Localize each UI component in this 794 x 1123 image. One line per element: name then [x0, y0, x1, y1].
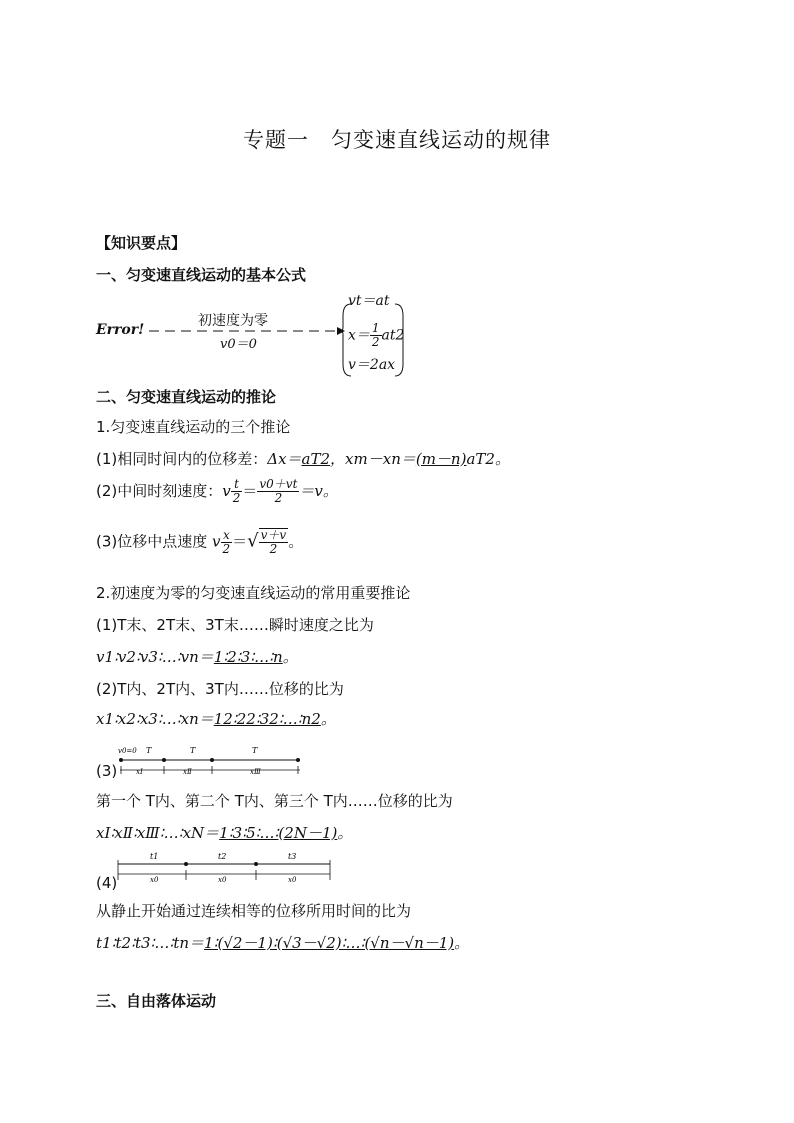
diag4-t3-label: t3: [288, 852, 297, 861]
knowledge-heading: 【知识要点】: [96, 234, 187, 252]
result-1-ratio: [96, 646, 298, 667]
inference-1-label: (1)相同时间内的位移差：: [96, 450, 268, 468]
formula-v2: v＝2ax: [348, 357, 396, 373]
diag3-x2-label: xⅡ: [183, 768, 192, 776]
inference-1-a: Δx＝: [267, 450, 302, 468]
diag4-t2-label: t2: [218, 852, 227, 861]
inference-3-num: v＋v: [260, 528, 287, 542]
inference-2-end: ＝v。: [299, 482, 338, 501]
diag3-T-label-3: T: [252, 746, 258, 755]
diag4-x0-label-1: x0: [150, 876, 159, 884]
result-2-ratio: [96, 708, 336, 729]
formula-x-right: at2: [381, 327, 405, 344]
inference-3-2: 2: [222, 541, 231, 556]
formula-x-num: 1: [371, 321, 380, 335]
inference-3-den: 2: [269, 542, 278, 557]
inference-2-t: t: [231, 478, 243, 492]
error-text: Error!: [96, 322, 145, 338]
formula-x: [348, 322, 404, 349]
condition-top: 初速度为零: [198, 313, 268, 329]
section2-sub2: 2.初速度为零的匀变速直线运动的常用重要推论: [96, 584, 411, 602]
result-3-ratio: [96, 822, 352, 843]
section2-sub1: 1.匀变速直线运动的三个推论: [96, 418, 291, 436]
diag3-T-label-2: T: [190, 746, 196, 755]
diag4-t1-label: t1: [150, 852, 159, 861]
result-1-ratio-a: v1∶v2∶v3∶…∶vn＝: [96, 648, 214, 666]
result-4-ratio: [96, 932, 469, 953]
diag4-x0-label-2: x0: [218, 876, 227, 884]
inference-3-x: x: [221, 529, 233, 543]
diag3-v0-label: v0=0: [118, 747, 137, 755]
diag4-x0-label-3: x0: [288, 876, 297, 884]
result-2: (2)T内、2T内、3T内……位移的比为: [96, 680, 344, 698]
result-2-ratio-a: x1∶x2∶x3∶…∶xn＝: [96, 710, 214, 728]
inference-2: [96, 478, 338, 505]
inference-3: [96, 528, 303, 556]
inference-3-v: v: [212, 532, 221, 551]
inference-2-label: (2)中间时刻速度：: [96, 482, 223, 501]
condition-bottom: v0＝0: [220, 337, 257, 352]
inference-1-e: aT2。: [466, 450, 510, 468]
equal-displacement-diagram: [116, 850, 336, 886]
inference-2-eq: ＝: [242, 482, 258, 501]
inference-3-eq: ＝: [232, 532, 248, 551]
result-1-ratio-c: 。: [282, 648, 298, 666]
page-title: 专题一 匀变速直线运动的规律: [243, 128, 551, 152]
inference-3-end: 。: [288, 532, 304, 551]
result-2-ratio-c: 。: [320, 710, 336, 728]
result-3-label: (3): [96, 762, 118, 780]
result-4-ratio-a: t1∶t2∶t3∶…∶tn＝: [96, 934, 205, 952]
section3-heading: 三、自由落体运动: [96, 992, 217, 1010]
result-3: 第一个 T内、第二个 T内、第三个 T内……位移的比为: [96, 792, 453, 810]
result-2-ratio-b: 12∶22∶32∶…∶n2: [213, 710, 321, 728]
inference-1-d: (m－n): [415, 450, 467, 468]
result-3-ratio-a: xⅠ∶xⅡ∶xⅢ∶…∶xN＝: [96, 824, 220, 842]
formula-x-left: x＝: [348, 327, 370, 344]
result-3-ratio-b: 1∶3∶5∶…∶(2N－1): [219, 824, 338, 842]
section2-heading: 二、匀变速直线运动的推论: [96, 388, 277, 406]
inference-2-2: 2: [232, 491, 241, 506]
result-1-ratio-b: 1∶2∶3∶…∶n: [213, 648, 283, 666]
diag3-x1-label: xⅠ: [136, 768, 143, 776]
formula-vt: vt＝at: [348, 293, 390, 309]
result-3-ratio-c: 。: [337, 824, 353, 842]
result-4-label: (4): [96, 874, 118, 892]
inference-1: [96, 448, 510, 469]
result-4: 从静止开始通过连续相等的位移所用时间的比为: [96, 902, 412, 920]
inference-2-den: 2: [274, 491, 283, 506]
section1-heading: 一、匀变速直线运动的基本公式: [96, 266, 307, 284]
inference-1-b: aT2: [301, 450, 331, 468]
equal-time-diagram: [116, 744, 306, 778]
formula-x-den: 2: [371, 335, 380, 350]
inference-2-v: v: [222, 482, 231, 501]
result-4-ratio-c: 。: [454, 934, 470, 952]
inference-2-num: v0＋vt: [259, 477, 298, 491]
inference-1-c: ，xm－xn＝: [330, 450, 416, 468]
result-4-ratio-b: 1∶(√2－1)∶(√3－√2)∶…∶(√n－√n－1): [204, 934, 455, 952]
result-1: (1)T末、2T末、3T末……瞬时速度之比为: [96, 616, 374, 634]
diag3-x3-label: xⅢ: [250, 768, 261, 776]
inference-3-label: (3)位移中点速度: [96, 532, 213, 551]
sqrt-icon: √: [247, 530, 259, 552]
diag3-T-label-1: T: [146, 746, 152, 755]
